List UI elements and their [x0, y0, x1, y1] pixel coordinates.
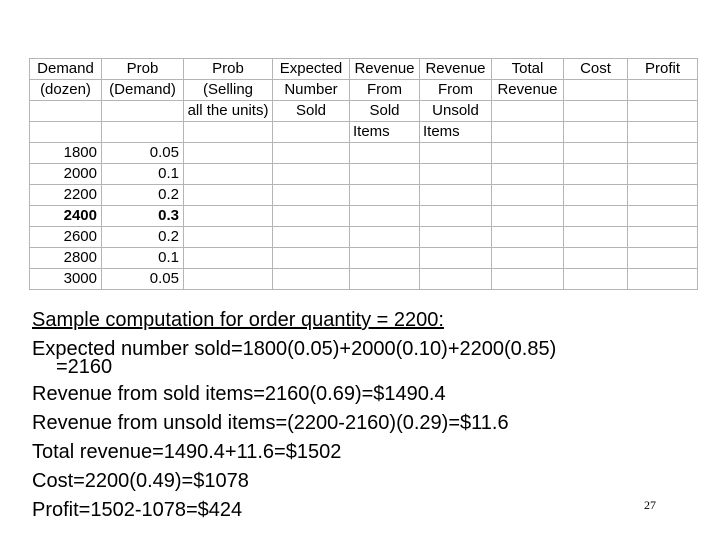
- header-cell: Number: [273, 80, 350, 101]
- header-row-4: [30, 122, 698, 143]
- header-cell: [564, 80, 628, 101]
- header-cell: (Demand): [102, 80, 184, 101]
- page-number: 27: [644, 498, 656, 512]
- header-cell: [564, 122, 628, 143]
- header-cell: [492, 122, 564, 143]
- header-cell: [30, 101, 102, 122]
- total-revenue-line: Total revenue=1490.4+11.6=$1502: [32, 441, 342, 463]
- header-cell: Profit: [628, 59, 698, 80]
- demand-cell: 2800: [30, 248, 102, 269]
- header-cell: Demand: [30, 59, 102, 80]
- header-cell: Items: [420, 122, 492, 143]
- header-row-2: [30, 80, 698, 101]
- expected-number-sold-line: Expected number sold=1800(0.05)+2000(0.10)+2200(0.85): [32, 338, 557, 360]
- header-cell: [102, 101, 184, 122]
- demand-cell: 2200: [30, 185, 102, 206]
- header-cell: [492, 101, 564, 122]
- header-cell: Cost: [564, 59, 628, 80]
- header-cell: (Selling: [184, 80, 273, 101]
- header-cell: Sold: [350, 101, 420, 122]
- table-row: [30, 227, 698, 248]
- header-cell: [628, 80, 698, 101]
- header-row-1: [30, 59, 698, 80]
- revenue-sold-line: Revenue from sold items=2160(0.69)=$1490.4: [32, 383, 446, 405]
- header-cell: Revenue: [492, 80, 564, 101]
- prob-cell: 0.2: [102, 185, 184, 206]
- header-cell: [273, 122, 350, 143]
- header-cell: Revenue: [350, 59, 420, 80]
- header-cell: Revenue: [420, 59, 492, 80]
- header-cell: Unsold: [420, 101, 492, 122]
- table-row-highlighted: [30, 206, 698, 227]
- demand-cell: 1800: [30, 143, 102, 164]
- cost-line: Cost=2200(0.49)=$1078: [32, 470, 249, 492]
- demand-cell: 3000: [30, 269, 102, 290]
- header-cell: Expected: [273, 59, 350, 80]
- prob-cell: 0.1: [102, 248, 184, 269]
- demand-cell: 2600: [30, 227, 102, 248]
- header-row-3: [30, 101, 698, 122]
- table-row: [30, 185, 698, 206]
- prob-cell: 0.05: [102, 269, 184, 290]
- revenue-unsold-line: Revenue from unsold items=(2200-2160)(0.29)=$11.6: [32, 412, 509, 434]
- table-row: [30, 269, 698, 290]
- header-cell: Sold: [273, 101, 350, 122]
- prob-cell: 0.05: [102, 143, 184, 164]
- header-cell: Items: [350, 122, 420, 143]
- expected-number-sold-result: =2160: [56, 356, 113, 378]
- table-row: [30, 164, 698, 185]
- header-cell: From: [420, 80, 492, 101]
- header-cell: [628, 101, 698, 122]
- prob-cell: 0.3: [102, 206, 184, 227]
- demand-cell: 2000: [30, 164, 102, 185]
- prob-cell: 0.2: [102, 227, 184, 248]
- header-cell: (dozen): [30, 80, 102, 101]
- prob-cell: 0.1: [102, 164, 184, 185]
- header-cell: [628, 122, 698, 143]
- profit-line: Profit=1502-1078=$424: [32, 499, 243, 521]
- header-cell: From: [350, 80, 420, 101]
- notes-heading: Sample computation for order quantity = 2200:: [32, 309, 444, 331]
- header-cell: [102, 122, 184, 143]
- header-cell: Prob: [184, 59, 273, 80]
- header-cell: [564, 101, 628, 122]
- demand-cell: 2400: [30, 206, 102, 227]
- header-cell: [30, 122, 102, 143]
- header-cell: Total: [492, 59, 564, 80]
- header-cell: [184, 122, 273, 143]
- header-cell: Prob: [102, 59, 184, 80]
- sample-computation-notes: [32, 306, 556, 525]
- table-row: [30, 248, 698, 269]
- header-cell: all the units): [184, 101, 273, 122]
- demand-probability-table: [29, 58, 698, 290]
- table-row: [30, 143, 698, 164]
